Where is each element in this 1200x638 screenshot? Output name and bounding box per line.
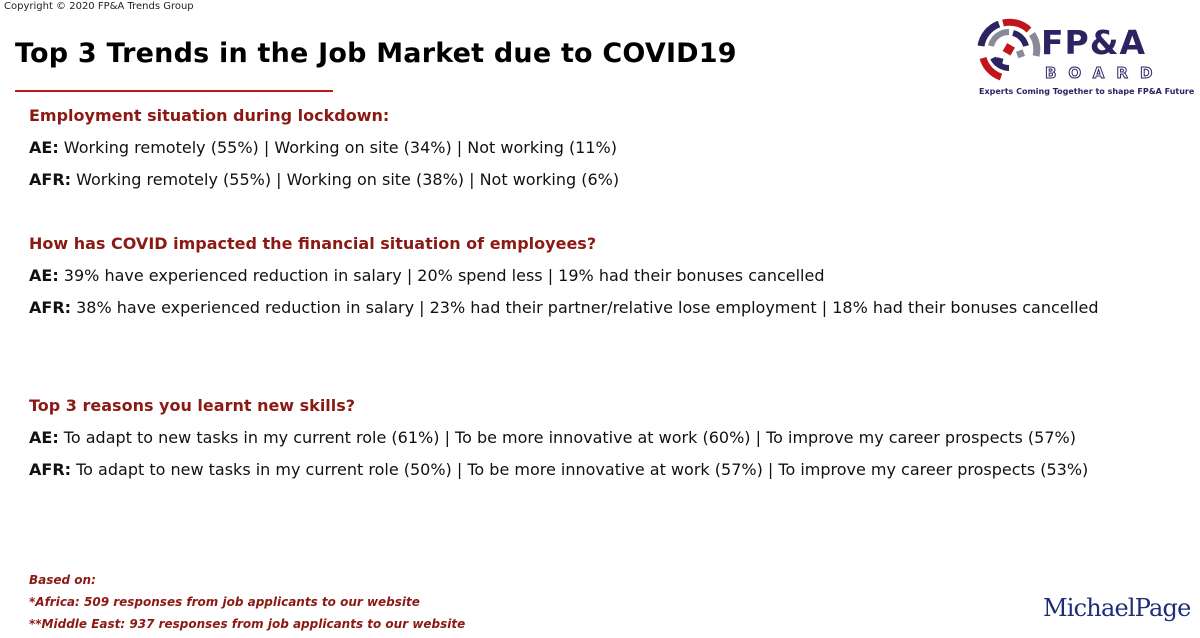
fpa-logo-mark-icon — [975, 14, 1043, 86]
afr-line — [29, 164, 619, 196]
based-on-label: Based on: — [29, 573, 96, 587]
middle-east-note: **Middle East: 937 responses from job applicants to our website — [29, 617, 466, 631]
africa-note: *Africa: 509 responses from job applicants to our website — [29, 595, 420, 609]
fpa-board-logo — [975, 14, 1195, 100]
afr-label: AFR: — [29, 460, 72, 479]
ae-label: AE: — [29, 138, 59, 157]
section-heading: How has COVID impacted the financial situation of employees? — [29, 234, 597, 253]
source-notes — [29, 569, 465, 635]
afr-label: AFR: — [29, 298, 72, 317]
section-heading: Top 3 reasons you learnt new skills? — [29, 396, 356, 415]
ae-line — [29, 260, 1099, 292]
section-skills — [29, 394, 1088, 486]
ae-label: AE: — [29, 266, 59, 285]
section-heading: Employment situation during lockdown: — [29, 106, 390, 125]
afr-text: To adapt to new tasks in my current role (50%) | To be more innovative at work (57%) | To improve my career prospects (53%) — [71, 460, 1089, 479]
ae-text: Working remotely (55%) | Working on site (34%) | Not working (11%) — [58, 138, 617, 157]
section-financial — [29, 232, 1099, 324]
afr-label: AFR: — [29, 170, 72, 189]
ae-label: AE: — [29, 428, 59, 447]
michael-page-logo: MichaelPage — [1043, 594, 1191, 622]
copyright-text: Copyright © 2020 FP&A Trends Group — [4, 1, 194, 12]
ae-text: 39% have experienced reduction in salary | 20% spend less | 19% had their bonuses cancelled — [58, 266, 825, 285]
logo-board-text: BOARD — [1045, 64, 1165, 82]
ae-line — [29, 132, 619, 164]
page-title: Top 3 Trends in the Job Market due to COVID19 — [15, 38, 737, 69]
afr-line — [29, 292, 1099, 324]
section-employment — [29, 104, 619, 196]
afr-text: Working remotely (55%) | Working on site (38%) | Not working (6%) — [71, 170, 620, 189]
afr-text: 38% have experienced reduction in salary | 23% had their partner/relative lose employment | 18% had their bonuses cancelled — [71, 298, 1099, 317]
logo-fpa-text: FP&A — [1041, 23, 1147, 62]
title-underline — [15, 90, 333, 92]
afr-line — [29, 454, 1088, 486]
logo-tagline: Experts Coming Together to shape FP&A Future — [979, 87, 1195, 96]
ae-line — [29, 422, 1088, 454]
ae-text: To adapt to new tasks in my current role (61%) | To be more innovative at work (60%) | To improve my career prospects (57%) — [58, 428, 1076, 447]
